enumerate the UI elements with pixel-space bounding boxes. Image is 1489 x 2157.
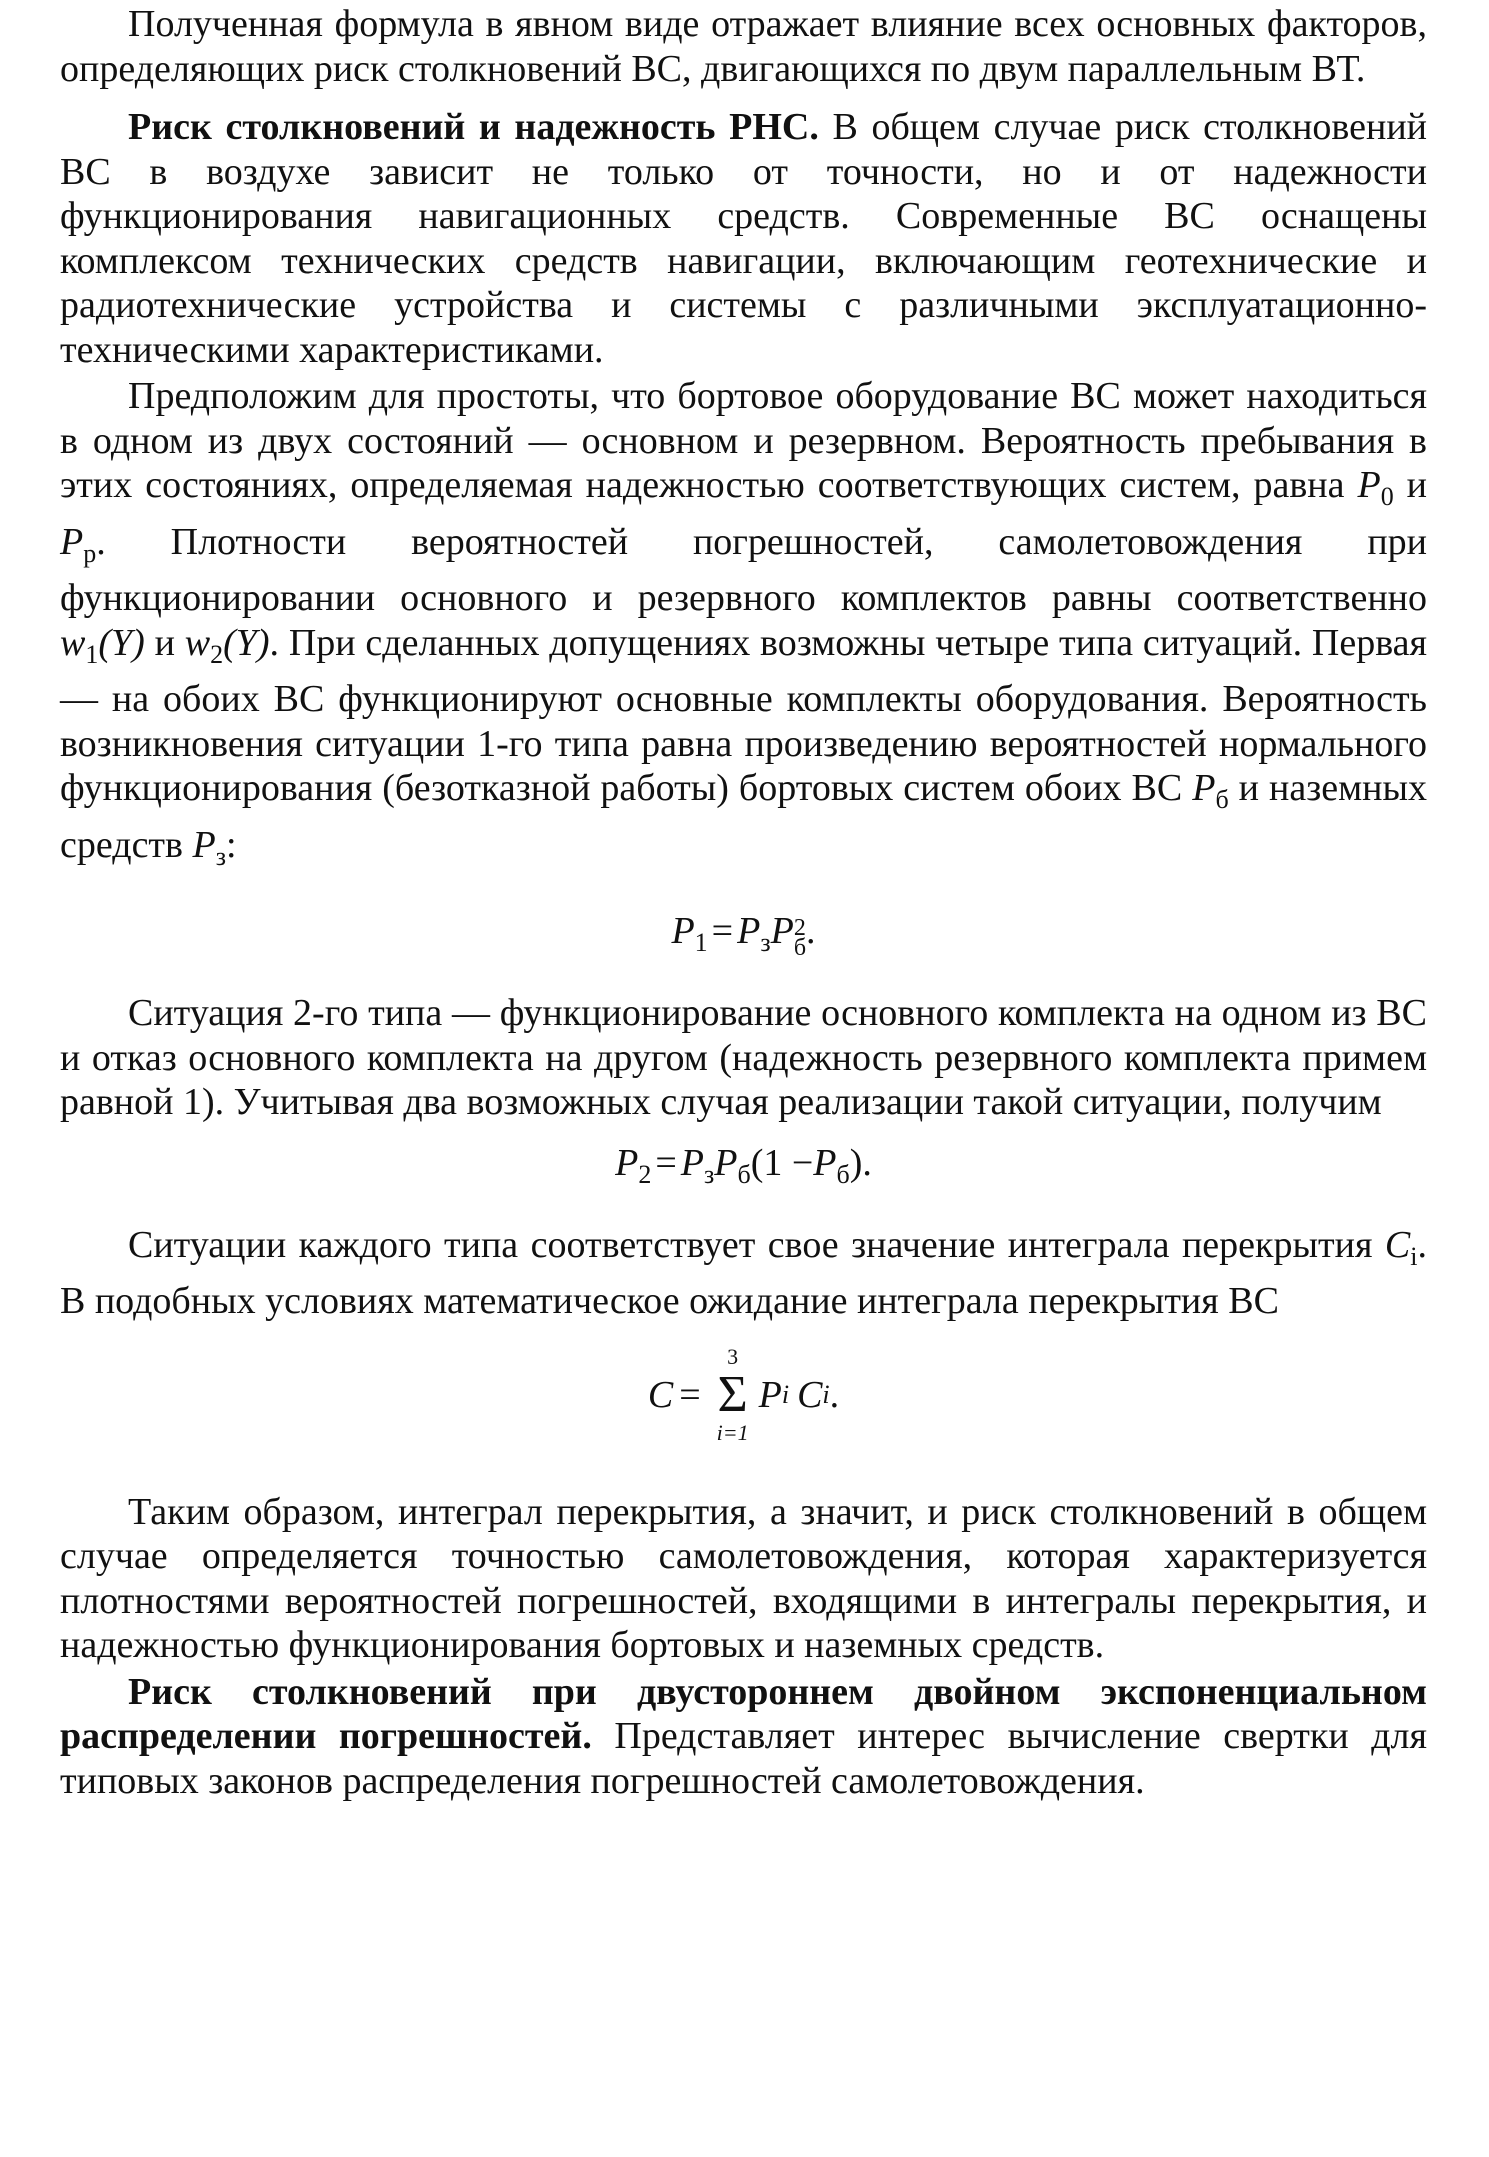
math-sub-1: 1 — [85, 639, 99, 669]
formula-2-sub-b: б — [737, 1159, 751, 1189]
formula-3-lhs: C — [647, 1373, 674, 1416]
formula-1-sub-b: б — [793, 935, 807, 961]
formula-2-lhs-sub: 2 — [638, 1159, 652, 1189]
paragraph-3-text-d: и наземных средств — [60, 767, 1427, 866]
paragraph-4-text: Ситуация 2-го типа — функционирование основного комплекта на одном из ВС и отказ основного комплекта на другом (надежность резервного комплекта примем равной 1). Учитывая два возможных случая реализации такой ситуации, получим — [60, 992, 1427, 1123]
paragraph-1 — [60, 2, 1427, 91]
paragraph-6-text: Таким образом, интеграл перекрытия, а значит, и риск столкновений в общем случае определяется точностью самолетовождения, которая характеризуется плотностями вероятностей погрешностей, входящими в интегралы перекрытия, и надежностью функционирования бортовых и наземных средств. — [60, 1490, 1427, 1666]
math-y2: (Y) — [223, 621, 270, 664]
formula-2 — [60, 1141, 1427, 1197]
paragraph-3 — [60, 374, 1427, 879]
formula-1-lhs: P — [671, 910, 695, 952]
formula-1-sub-z: з — [760, 928, 771, 957]
formula-2-paren-open: (1 − — [750, 1141, 814, 1184]
paragraph-3-and-2: и — [144, 621, 185, 664]
formula-1-pb: P — [770, 910, 794, 952]
formula-1 — [60, 909, 1427, 965]
formula-2-paren-close: ). — [849, 1141, 872, 1184]
formula-3-sum-upper: 3 — [727, 1343, 739, 1369]
math-pb: P — [1192, 767, 1216, 809]
formula-1-lhs-sub: 1 — [694, 928, 708, 957]
paragraph-2-text: В общем случае риск столкновений ВС в воздухе зависит не только от точности, но и от надежности функционирования навигационных средств. Современные ВС оснащены комплексом технических средств навигации, включающим геотехнические и радиотехнические устройства и системы с различными эксплуатационно-техническими характеристиками. — [60, 106, 1428, 371]
formula-3-sub-i-1: i — [781, 1379, 790, 1409]
formula-1-sup-2: 2 — [793, 915, 806, 941]
paragraph-3-text-b: . Плотности вероятностей погрешностей, самолетовождения при функционировании основного и резервного комплектов равны соответственно — [60, 520, 1427, 619]
math-sub-0: 0 — [1380, 482, 1394, 511]
paragraph-6 — [60, 1490, 1427, 1668]
math-sub-r: р — [83, 538, 97, 568]
formula-3 — [60, 1340, 1427, 1450]
formula-3-sigma: Σ — [717, 1365, 748, 1423]
paragraph-7 — [60, 1670, 1427, 1804]
formula-2-pb: P — [714, 1141, 738, 1184]
formula-2-lhs: P — [615, 1141, 639, 1184]
paragraph-5-text-a: Ситуации каждого типа соответствует свое значение интеграла перекрытия — [128, 1223, 1385, 1266]
paragraph-5-text-b: . В подобных условиях математическое ожидание интеграла перекрытия ВС — [60, 1223, 1427, 1322]
math-w1: w — [60, 621, 86, 664]
formula-2-equals: = — [655, 1141, 677, 1184]
math-pz: P — [192, 823, 216, 866]
paragraph-3-text-e: : — [225, 823, 237, 866]
formula-2-pb-2: P — [813, 1141, 837, 1184]
math-y1: (Y) — [98, 621, 145, 664]
formula-3-sum-lower: i=1 — [716, 1419, 749, 1445]
formula-3-c: C — [797, 1373, 823, 1416]
math-pr: P — [60, 520, 84, 563]
math-ci: C — [1384, 1223, 1411, 1266]
formula-1-dot: . — [806, 910, 816, 952]
math-sub-2: 2 — [210, 639, 224, 669]
paragraph-3-text-c: . При сделанных допущениях возможны четыре типа ситуаций. Первая — на обоих ВС функционируют основные комплекты оборудования. Вероятность возникновения ситуации 1-го типа равна произведению вероятностей нормального функционирования (безотказной работы) бортовых систем обоих ВС — [60, 621, 1427, 809]
page — [0, 2, 1489, 2157]
paragraph-1-text: Полученная формула в явном виде отражает влияние всех основных факторов, определяющих риск столкновений ВС, двигающихся по двум параллельным ВТ. — [60, 3, 1427, 90]
paragraph-3-text-a: Предположим для простоты, что бортовое оборудование ВС может находиться в одном из двух состояний — основном и резервном. Вероятность пребывания в этих состояниях, определяемая надежностью соответствующих систем, равна — [60, 375, 1427, 506]
paragraph-3-and-1: и — [1393, 464, 1427, 506]
formula-3-dot: . — [829, 1373, 840, 1416]
paragraph-4 — [60, 991, 1427, 1125]
math-w2: w — [184, 621, 211, 664]
formula-3-sum — [717, 1345, 749, 1445]
formula-2-sub-b-2: б — [836, 1159, 850, 1189]
paragraph-2 — [60, 105, 1427, 372]
formula-3-equals: = — [679, 1373, 701, 1416]
formula-3-sub-i-2: i — [822, 1379, 830, 1409]
paragraph-5 — [60, 1223, 1427, 1324]
formula-3-p: P — [758, 1373, 782, 1416]
math-sub-i: i — [1410, 1241, 1418, 1271]
math-sub-b: б — [1215, 785, 1229, 814]
formula-2-sub-z: з — [703, 1159, 715, 1189]
paragraph-7-text: Представляет интерес вычисление свертки для типовых законов распределения погрешностей самолетовождения. — [60, 1715, 1427, 1802]
math-sub-z: з — [215, 841, 226, 871]
formula-2-pz: P — [680, 1141, 704, 1184]
formula-1-supsub — [793, 915, 807, 961]
math-p0: P — [1357, 464, 1381, 506]
formula-1-pz: P — [737, 910, 761, 952]
formula-1-equals: = — [711, 910, 734, 952]
section-heading-reliability: Риск столкновений и надежность РНС. — [128, 106, 819, 148]
section-heading-exponential: Риск столкновений при двустороннем двойном экспоненциальном распределении погрешностей. — [60, 1670, 1427, 1757]
